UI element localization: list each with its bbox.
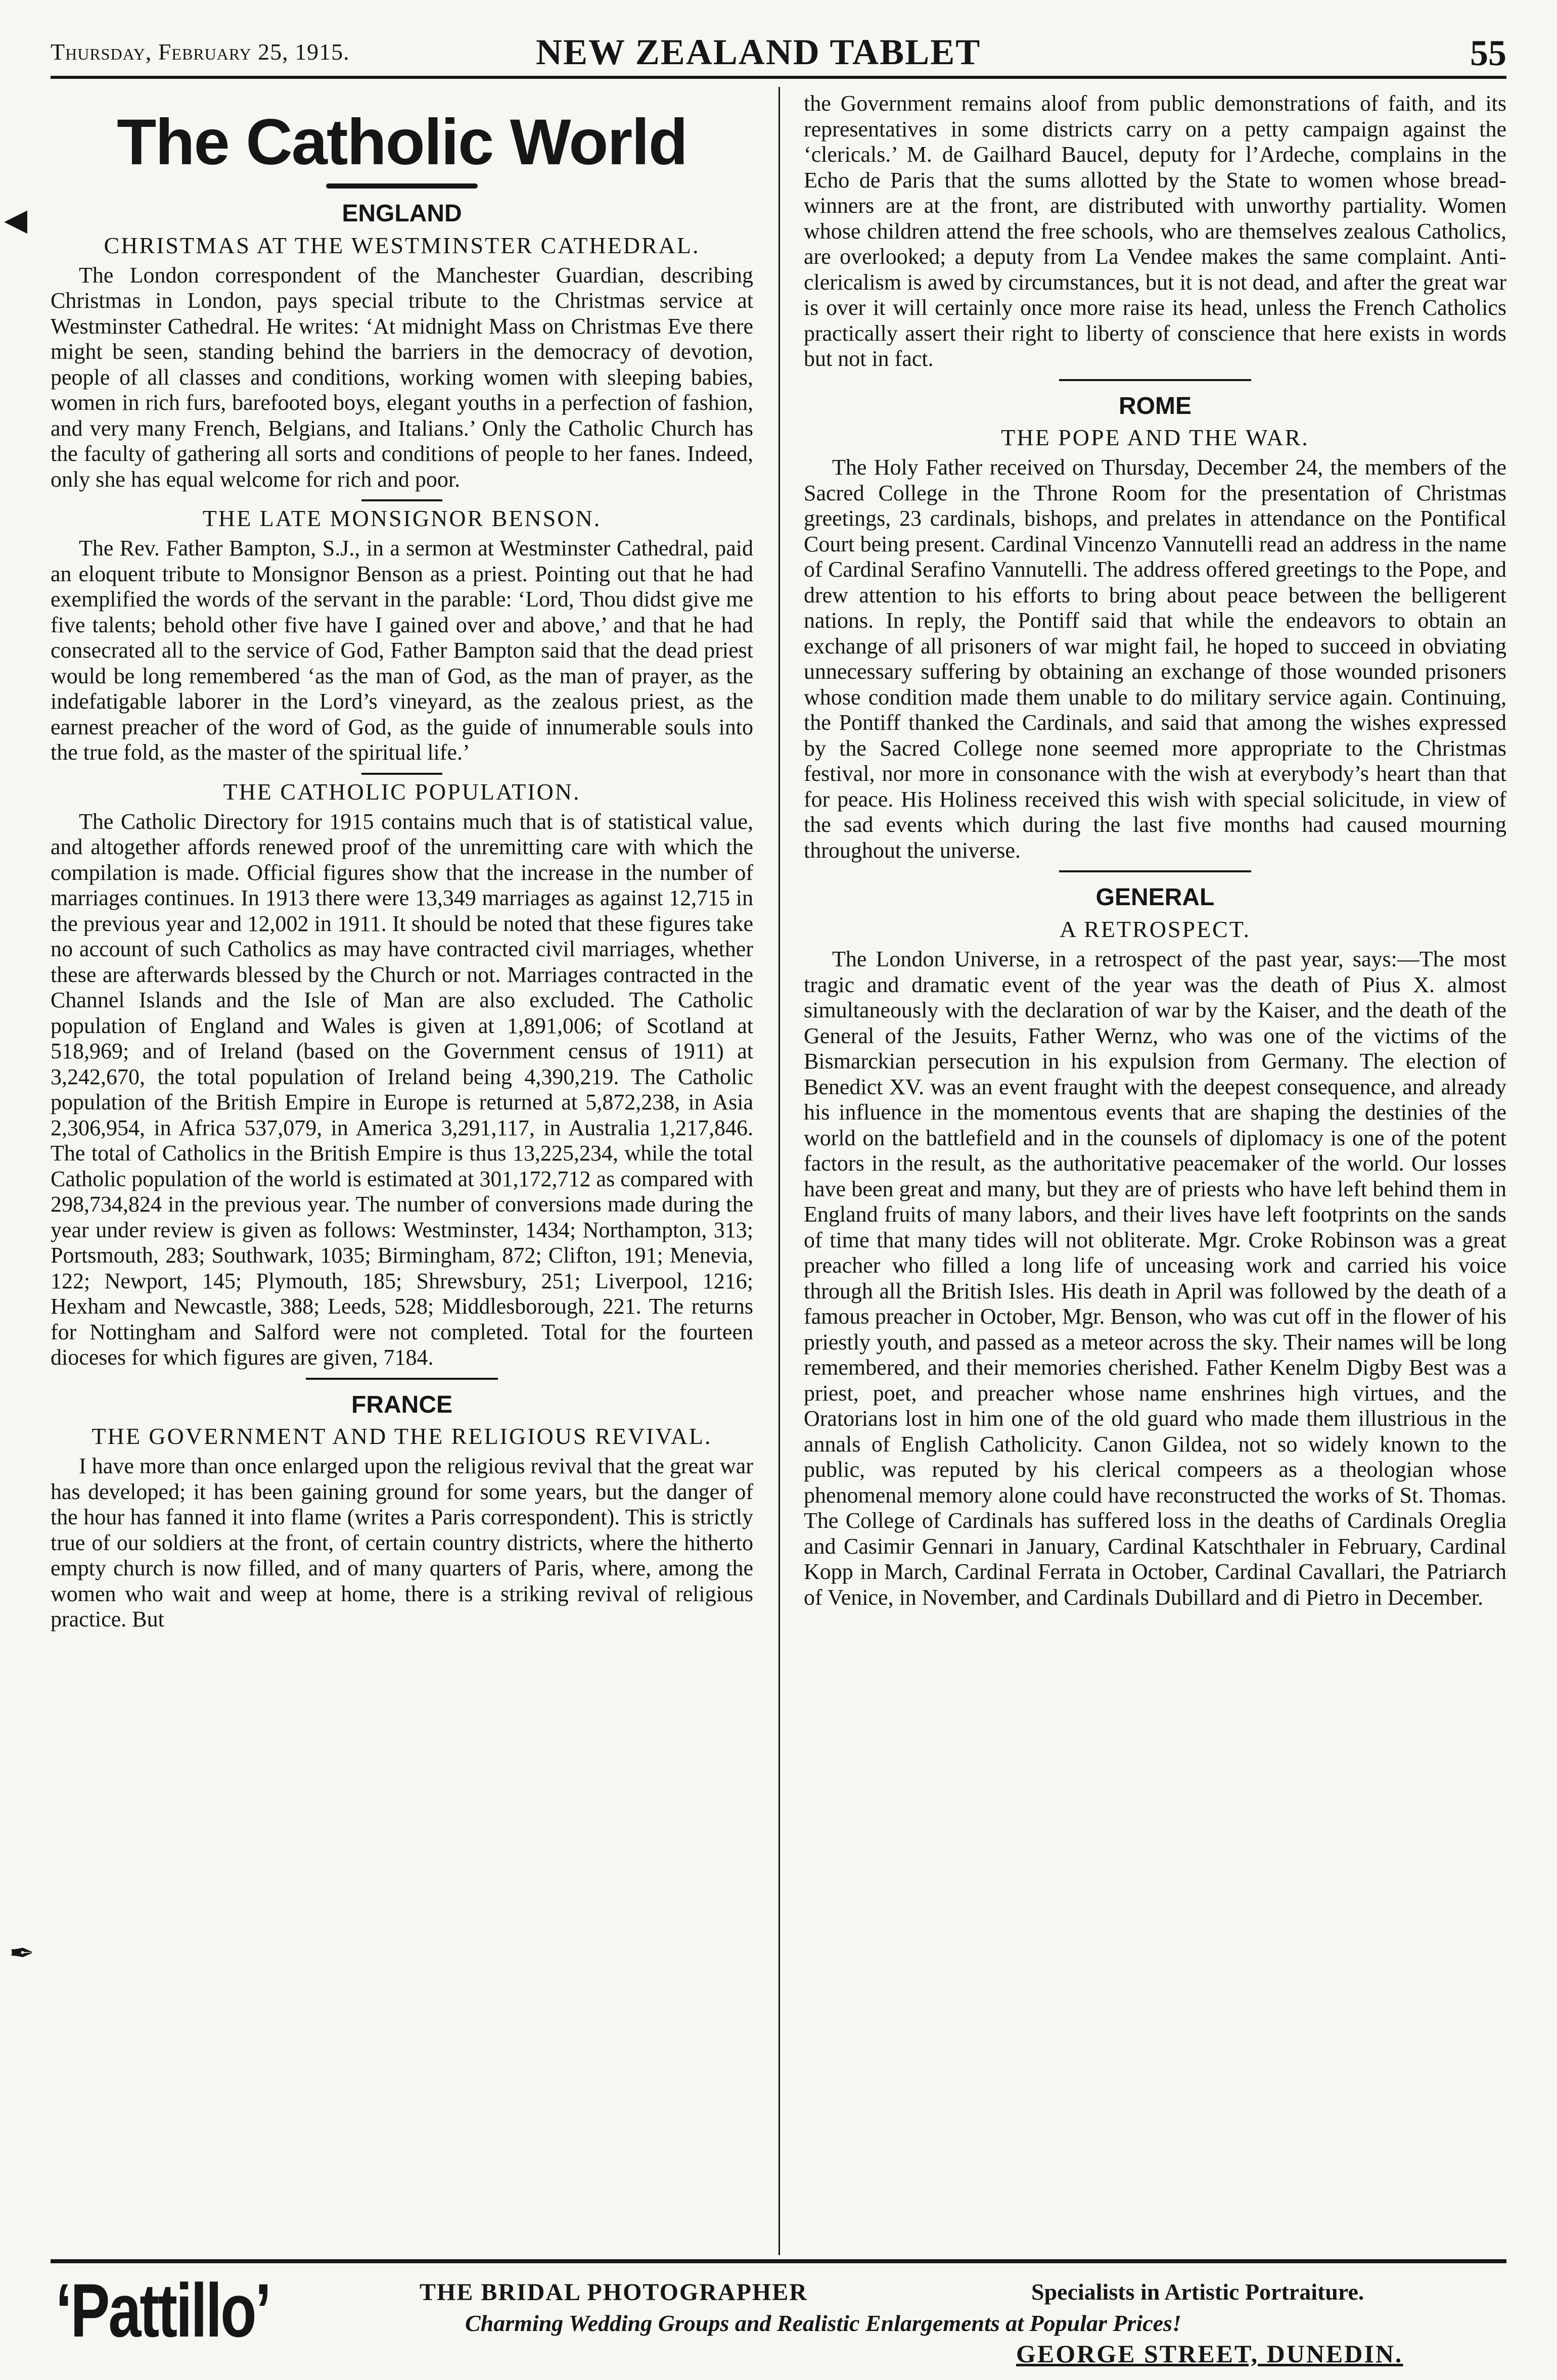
section-heading-england: ENGLAND [342, 200, 462, 227]
title-rule [326, 183, 478, 189]
section-rule [1059, 379, 1251, 381]
article-body: The London Universe, in a retrospect of the past year, says:—The most tragic and dramatic event of the year was the death of Pius X. almost simultaneously with the declaration of war by the Kaiser, and the death of the General of the Jesuits, Father Wernz, who was one of the victims of the Bismarckian persecution in his expulsion from Germany. The election of Benedict XV. was an event fraught with the deepest consequence, and already his influence in the momentous events that are shaping the destinies of the world on the battlefield and in the counsels of diplomacy is one of the potent factors in the result, as the authoritative peacemaker of the world. Our losses have been great and many, but they are of priests who have left behind them in England fruits of many labors, and their lives have left footprints on the sands of time that many tides will not obliterate. Mgr. Croke Robinson was a great preacher who filled a long life of unceasing work and carried his voice through all the British Isles. His death in April was followed by the death of a famous preacher in October, Mgr. Benson, who was cut off in the flower of his priestly youth, and passed as a meteor across the sky. Their names will be long remembered, and their memories cherished. Father Kenelm Digby Best was a priest, poet, and preacher whose name enshrines high virtues, and the Oratorians lost in him one of the old guard who made them illustrious in the annals of English Catholicity. Canon Gildea, not so widely known to the public, was reputed by his clerical compeers as a theologian whose phenomenal memory alone could have reconstructed the works of St. Thomas. The College of Cardinals has suffered loss in the deaths of Cardinals Oreglia and Casimir Gennari in January, Cardinal Katschthaler in February, Cardinal Kopp in March, Cardinal Ferrata in October, Cardinal Cavallari, the Patriarch of Venice, in November, and Cardinals Dubillard and di Pietro in December. [804, 947, 1506, 1610]
article-body: The Rev. Father Bampton, S.J., in a sermon at Westminster Cathedral, paid an eloquent tribute to Monsignor Benson as a priest. Pointing out that he had exemplified the words of the servant in the parable: ‘Lord, Thou didst give me five talents; behold other five have I gained over and above,’ and that he had consecrated all to the service of God, Father Bampton said that the dead priest would be long remembered ‘as the man of God, as the man of prayer, as the indefatigable laborer in the Lord’s vineyard, as the zealous priest, as the earnest preacher of the word of God, as the guide of innumerable souls into the true fold, as the master of the spiritual life.’ [51, 536, 753, 765]
article-heading: THE CATHOLIC POPULATION. [223, 778, 581, 805]
article-body: The Holy Father received on Thursday, December 24, the members of the Sacred College in the Throne Room for the presentation of Christmas greetings, 23 cardinals, bishops, and prelates in attendance on the Pontifical Court being present. Cardinal Vincenzo Vannutelli read an address in the name of Cardinal Serafino Vannutelli. The address offered greetings to the Pope, and drew attention to his efforts to bring about peace between the belligerent nations. In reply, the Pontiff said that while the endeavors to obtain an exchange of all prisoners of war might fail, he hoped to succeed in obviating unnecessary suffering by obtaining an exchange of those wounded prisoners whose condition made them unable to do military service again. Continuing, the Pontiff thanked the Cardinals, and said that among the wishes expressed by the Sacred College none seemed more appropriate to the Christmas festival, nor more in consonance with the wish at everybody’s heart than that for peace. His Holiness received this wish with special solicitude, in view of the sad events which during the last five months had caused mourning throughout the universe. [804, 455, 1506, 863]
ad-address: GEORGE STREET, DUNEDIN. [1016, 2340, 1403, 2368]
section-heading-france: FRANCE [351, 1391, 452, 1418]
article-body: The London correspondent of the Manchester Guardian, describing Christmas in London, pays special tribute to the Christmas service at Westminster Cathedral. He writes: ‘At midnight Mass on Christmas Eve there might be seen, standing behind the barriers in the democracy of devotion, people of all classes and conditions, working women with sleeping babies, women in rich furs, barefooted boys, elegant youths in a perfection of fashion, and very many French, Belgians, and Italians.’ Only the Catholic Church has the faculty of gathering all sorts and conditions of people to her fanes. Indeed, only she has equal welcome for rich and poor. [51, 262, 753, 492]
article-body: The Catholic Directory for 1915 contains much that is of statistical value, and altogether affords renewed proof of the unremitting care with which the compilation is made. Official figures show that the increase in the number of marriages continues. In 1913 there were 13,349 marriages as against 12,715 in the previous year and 12,002 in 1911. It should be noted that these figures take no account of such Catholics as may have contracted civil marriages, whether these are afterwards blessed by the Church or not. Marriages contracted in the Channel Islands and the Isle of Man are also excluded. The Catholic population of England and Wales is given at 1,891,006; of Scotland at 518,969; and of Ireland (based on the Government census of 1911) at 3,242,670, the total population of Ireland being 4,390,219. The Catholic population of the British Empire in Europe is returned at 5,872,238, in Asia 2,306,954, in Africa 537,079, in America 3,291,117, in Australia 1,217,846. The total of Catholics in the British Empire is thus 13,225,234, while the total Catholic population of the world is estimated at 301,172,712 as compared with 298,734,824 in the previous year. The number of conversions made during the year under review is given as follows: Westminster, 1434; Northampton, 313; Portsmouth, 283; Southwark, 1035; Birmingham, 872; Clifton, 191; Menevia, 122; Newport, 145; Plymouth, 185; Shrewsbury, 251; Liverpool, 1216; Hexham and Newcastle, 388; Leeds, 528; Middlesborough, 221. The returns for Nottingham and Salford were not completed. Total for the fourteen dioceses for which figures are given, 7184. [51, 809, 753, 1370]
article-heading: CHRISTMAS AT THE WESTMINSTER CATHEDRAL. [104, 232, 700, 258]
page-header [51, 29, 1506, 79]
ad-tagline: Specialists in Artistic Portraiture. [1031, 2279, 1364, 2305]
page-number: 55 [1470, 33, 1506, 73]
right-column [804, 91, 1506, 2249]
column-divider [778, 87, 780, 2255]
ad-offer: Charming Wedding Groups and Realistic Enlargements at Popular Prices! [465, 2310, 1181, 2336]
section-rule [306, 1378, 498, 1380]
article-rule [361, 499, 442, 501]
publication-title: NEW ZEALAND TABLET [536, 32, 981, 72]
section-heading-general: GENERAL [1095, 884, 1215, 911]
margin-mark-icon: ✒ [9, 1937, 35, 1970]
article-body-continued: the Government remains aloof from public demonstrations of faith, and its representatives in some districts carry on a petty campaign against the ‘clericals.’ M. de Gailhard Baucel, deputy for l’Ardeche, complains in the Echo de Paris that the sums allotted by the State to women whose bread-winners are at the front, are distributed with unworthy partiality. Women whose children attend the free schools, who are themselves zealous Catholics, are overlooked; a deputy from La Vendee makes the same complaint. Anti-clericalism is awed by circumstances, but it is not dead, and after the great war is over it will certainly once more raise its head, unless the French Catholics practically assert their right to liberty of conscience that here exists in words but not in fact. [804, 91, 1506, 371]
article-heading: THE GOVERNMENT AND THE RELIGIOUS REVIVAL. [91, 1423, 712, 1450]
section-rule [1059, 870, 1251, 872]
article-heading: THE POPE AND THE WAR. [1001, 425, 1309, 451]
page-title: The Catholic World [117, 106, 687, 178]
advertisement-footer [51, 2259, 1506, 2380]
article-heading: THE LATE MONSIGNOR BENSON. [202, 505, 602, 532]
issue-date: Thursday, February 25, 1915. [51, 39, 350, 65]
article-heading: A RETROSPECT. [1059, 916, 1251, 943]
advertiser-logo: ‘Pattillo’ [56, 2268, 270, 2353]
article-rule [361, 773, 442, 775]
ad-headline: THE BRIDAL PHOTOGRAPHER [420, 2279, 808, 2306]
margin-mark-icon: ◀ [4, 203, 28, 237]
article-body: I have more than once enlarged upon the religious revival that the great war has developed; it has been gaining ground for some years, but the danger of the hour has fanned it into flame (writes a Paris correspondent). This is strictly true of our soldiers at the front, of certain country districts, where the hitherto empty church is now filled, and of many quarters of Paris, where, among the women who wait and weep at home, there is a striking revival of religious practice. But [51, 1454, 753, 1632]
section-heading-rome: ROME [1119, 392, 1192, 419]
left-column [51, 91, 753, 2249]
